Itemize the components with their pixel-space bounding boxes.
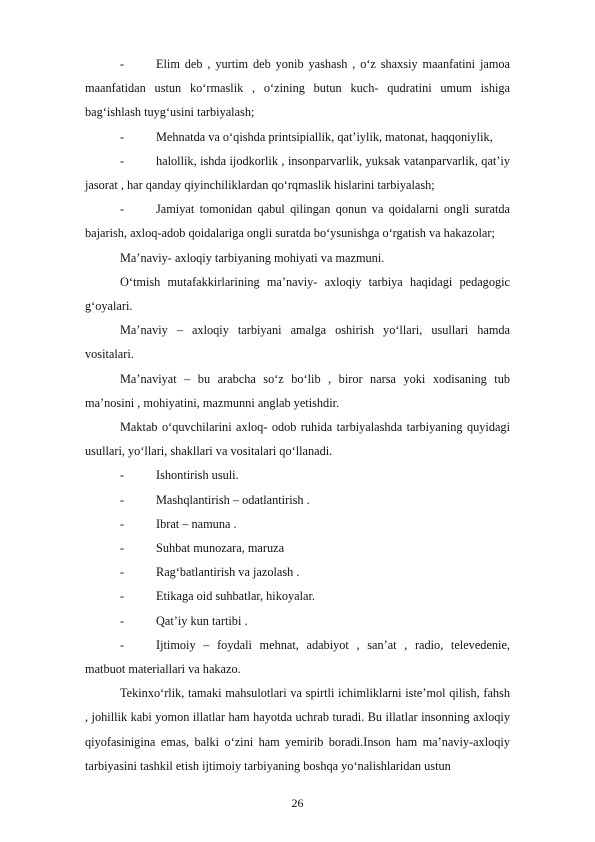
list-item-text: Qat’iy kun tartibi . [156,613,248,628]
list-marker: - [120,516,125,531]
list-item [85,560,510,584]
list-item [85,52,510,125]
list-item [85,463,510,487]
list-marker: - [120,57,125,71]
list-item-text: Jamiyat tomonidan qabul qilingan qonun va qoidalarni ongli suratda bajarish, axloq-adob qoidalariga ongli suratda bo‘ysunishga o‘rgatish va hakazolar; [85,202,510,241]
list-item-text: Ibrat – namuna . [156,516,237,531]
list-item-text: Ishontirish usuli. [156,468,239,483]
list-item [85,488,510,512]
list-item [85,609,510,633]
list-item-text: Ijtimoiy – foydali mehnat, adabiyot , san’at , radio, televedenie, matbuot materiallari va hakazo. [85,637,510,677]
list-item-text: Elim deb , yurtim deb yonib yashash , o‘z shaxsiy maanfatini jamoa maanfatidan ustun ko‘rmaslik , o‘zining butun kuch- qudratini umum ishiga bag‘ishlash tuyg‘usini tarbiyalash; [85,57,510,120]
list-item-text: Rag‘batlantirish va jazolash . [156,565,300,580]
paragraph: Maktab o‘quvchilarini axloq- odob ruhida tarbiyalashda tarbiyaning quyidagi usullari, yo‘llari, shakllari va vositalari qo‘llanadi. [85,420,510,459]
list-marker: - [120,492,125,507]
list-marker: - [120,202,125,217]
list-item [85,197,510,245]
list-marker: - [120,153,125,168]
list-item [85,125,510,149]
list-item [85,536,510,560]
list-item-text: halollik, ishda ijodkorlik , insonparvarlik, yuksak vatanparvarlik, qat’iy jasorat , har qanday qiyinchiliklardan qo‘rqmaslik hislarini tarbiyalash; [85,153,510,193]
document-body [85,52,510,778]
list-item [85,149,510,197]
list-item-text: Mehnatda va o‘qishda printsipiallik, qat’iylik, matonat, haqqoniylik, [156,129,493,144]
list-item [85,633,510,681]
list-marker: - [120,637,125,652]
list-marker: - [120,613,125,628]
list-marker: - [120,589,125,604]
list-item [85,512,510,536]
list-marker: - [120,565,125,580]
page-number: 26 [291,796,304,810]
paragraph: Ma’naviyat – bu arabcha so‘z bo‘lib , biror narsa yoki xodisaning tub ma’nosini , mohiyatini, mazmunni anglab yetishdir. [85,371,510,410]
list-marker: - [120,468,125,483]
list-item [85,584,510,608]
paragraph: O‘tmish mutafakkirlarining ma’naviy- axloqiy tarbiya haqidagi pedagogic g‘oyalari. [85,274,510,314]
list-item-text: Mashqlantirish – odatlantirish . [156,492,310,507]
list-item-text: Etikaga oid suhbatlar, hikoyalar. [156,589,315,604]
paragraph: Ma’naviy – axloqiy tarbiyani amalga oshirish yo‘llari, usullari hamda vositalari. [85,323,510,362]
paragraph: Tekinxo‘rlik, tamaki mahsulotlari va spirtli ichimliklarni iste’mol qilish, fahsh , johillik kabi yomon illatlar ham hayotda uchrab turadi. Bu illatlar insonning axloqiy qiyofasinigina emas, balki o‘zini ham yemirib boradi.Inson ham ma’naviy-axloqiy tarbiyasini tashkil etish ijtimoiy tarbiyaning boshqa yo‘nalishlaridan ustun [85,686,510,773]
paragraph: Ma’naviy- axloqiy tarbiyaning mohiyati va mazmuni. [120,250,385,265]
list-marker: - [120,129,125,144]
list-item-text: Suhbat munozara, maruza [156,541,285,556]
list-marker: - [120,541,125,556]
